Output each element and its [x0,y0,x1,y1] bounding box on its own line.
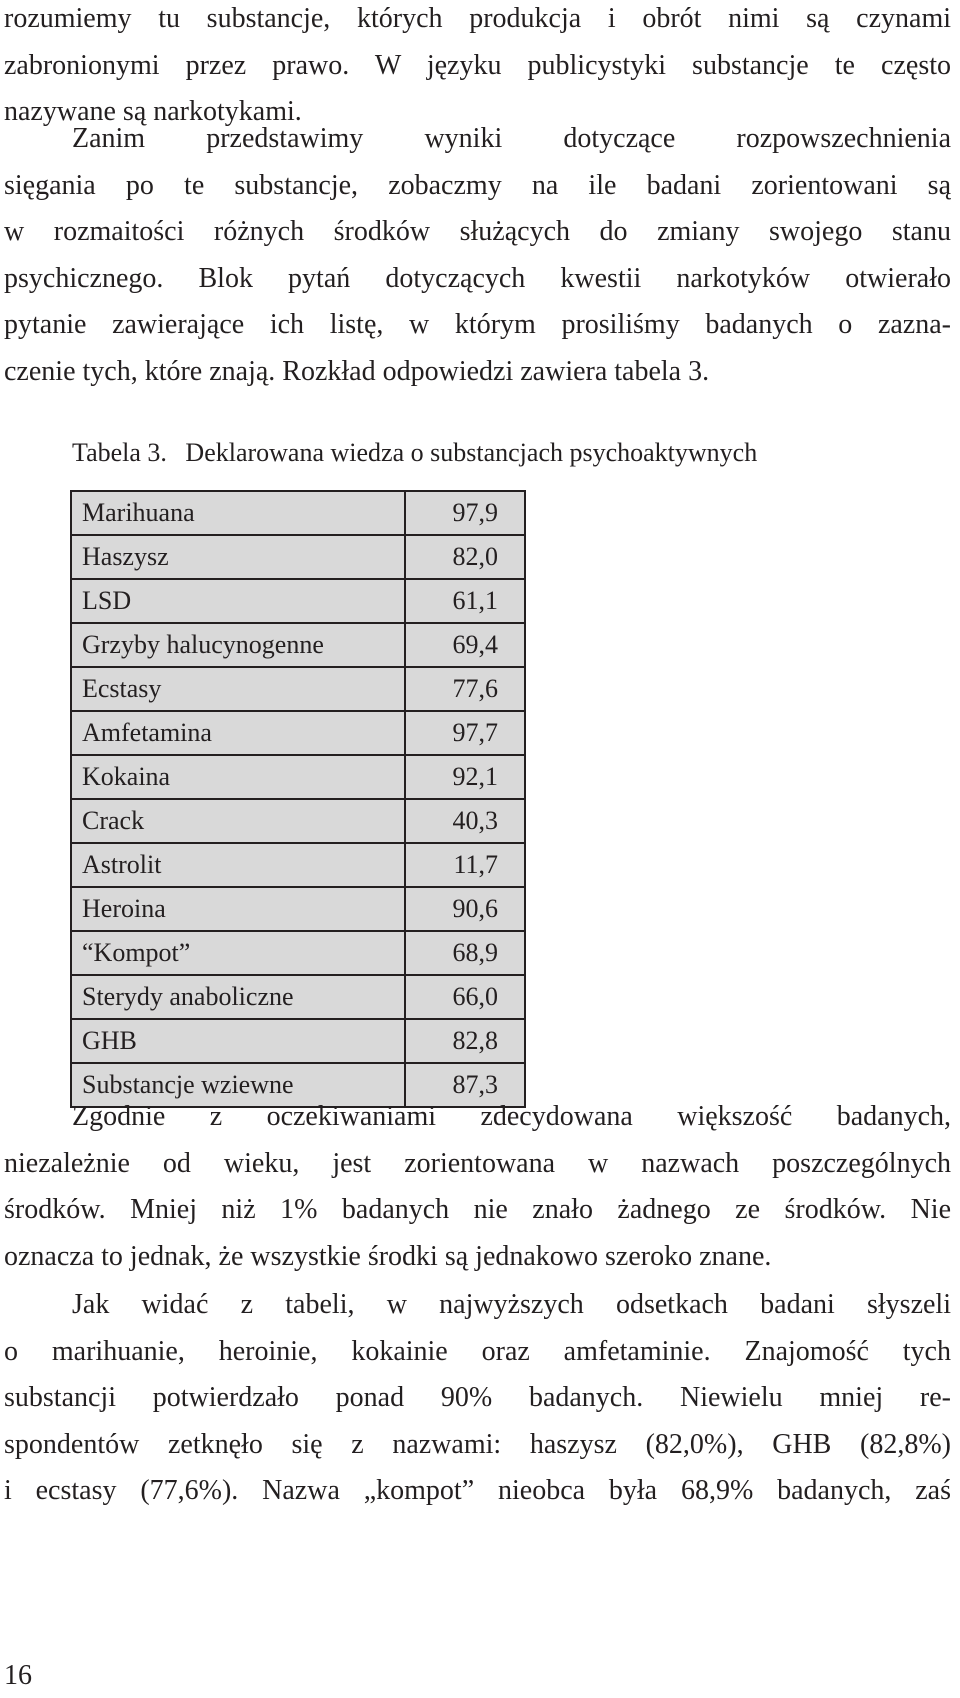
table-row [71,535,525,579]
text-line: niezależnie od wieku, jest zorientowana w nazwach poszczególnych [4,1147,951,1179]
paragraph-analysis [4,1282,951,1515]
substance-value-cell: 97,7 [405,711,525,755]
text-line: czenie tych, które znają. Rozkład odpowiedzi zawiera tabela 3. [4,355,710,387]
table-row [71,711,525,755]
substance-name-cell: LSD [71,579,405,623]
text-line: sięgania po te substancje, zobaczmy na ile badani zorientowani są [4,169,951,201]
substance-value-cell: 66,0 [405,975,525,1019]
substance-name-cell: Substancje wziewne [71,1063,405,1107]
substance-value-cell: 87,3 [405,1063,525,1107]
text-line: rozumiemy tu substancje, których produkcja i obrót nimi są czynami [4,3,951,34]
text-line: pytanie zawierające ich listę, w którym prosiliśmy badanych o zazna- [4,309,951,340]
substance-name-cell: Kokaina [71,755,405,799]
substance-name-cell: Astrolit [71,843,405,887]
substance-name-cell: “Kompot” [71,931,405,975]
substance-name-cell: Haszysz [71,535,405,579]
substance-name-cell: Heroina [71,887,405,931]
substance-value-cell: 77,6 [405,667,525,711]
substance-name-cell: Amfetamina [71,711,405,755]
table-row [71,623,525,667]
table-caption-title: Deklarowana wiedza o substancjach psychoaktywnych [185,438,758,467]
table-row [71,887,525,931]
text-line: środków. Mniej niż 1% badanych nie znało żadnego ze środków. Nie [4,1194,951,1225]
substance-value-cell: 90,6 [405,887,525,931]
table-row [71,491,525,535]
substance-name-cell: Marihuana [71,491,405,535]
substance-value-cell: 11,7 [405,843,525,887]
text-line: oznacza to jednak, że wszystkie środki są jednakowo szeroko znane. [4,1240,772,1272]
table-row [71,755,525,799]
substance-value-cell: 40,3 [405,799,525,843]
substance-value-cell: 92,1 [405,755,525,799]
page-number: 16 [4,1660,32,1691]
text-line: zabronionymi przez prawo. W języku publicystyki substancje te często [4,49,951,81]
table-caption-label: Tabela 3. [72,438,167,467]
text-line: Zanim przedstawimy wyniki dotyczące rozpowszechnienia [72,123,951,154]
table-row [71,931,525,975]
text-line: psychicznego. Blok pytań dotyczących kwestii narkotyków otwierało [4,262,951,294]
substance-value-cell: 82,0 [405,535,525,579]
substances-table [70,490,526,1108]
text-line: o marihuanie, heroinie, kokainie oraz amfetaminie. Znajomość tych [4,1335,951,1367]
paragraph-survey-intro [4,116,951,395]
substance-name-cell: Grzyby halucynogenne [71,623,405,667]
paragraph-findings [4,1094,951,1280]
text-line: w rozmaitości różnych środków służących do zmiany swojego stanu [4,216,951,247]
text-line: spondentów zetknęło się z nazwami: haszysz (82,0%), GHB (82,8%) [4,1428,951,1460]
table-row [71,799,525,843]
substance-value-cell: 82,8 [405,1019,525,1063]
text-line: i ecstasy (77,6%). Nazwa „kompot” nieobca była 68,9% badanych, zaś [4,1475,951,1506]
substance-value-cell: 69,4 [405,623,525,667]
table-row [71,579,525,623]
text-line: substancji potwierdzało ponad 90% badanych. Niewielu mniej re- [4,1382,951,1413]
table-row [71,975,525,1019]
text-line: nazywane są narkotykami. [4,96,302,127]
substance-name-cell: Ecstasy [71,667,405,711]
substance-name-cell: Sterydy anaboliczne [71,975,405,1019]
table-row [71,667,525,711]
table-row [71,843,525,887]
table-row [71,1019,525,1063]
substance-value-cell: 68,9 [405,931,525,975]
substance-value-cell: 61,1 [405,579,525,623]
substance-name-cell: Crack [71,799,405,843]
table-caption [72,438,757,468]
substance-value-cell: 97,9 [405,491,525,535]
substance-name-cell: GHB [71,1019,405,1063]
text-line: Zgodnie z oczekiwaniami zdecydowana większość badanych, [72,1101,951,1132]
text-line: Jak widać z tabeli, w najwyższych odsetkach badani słyszeli [72,1289,951,1320]
